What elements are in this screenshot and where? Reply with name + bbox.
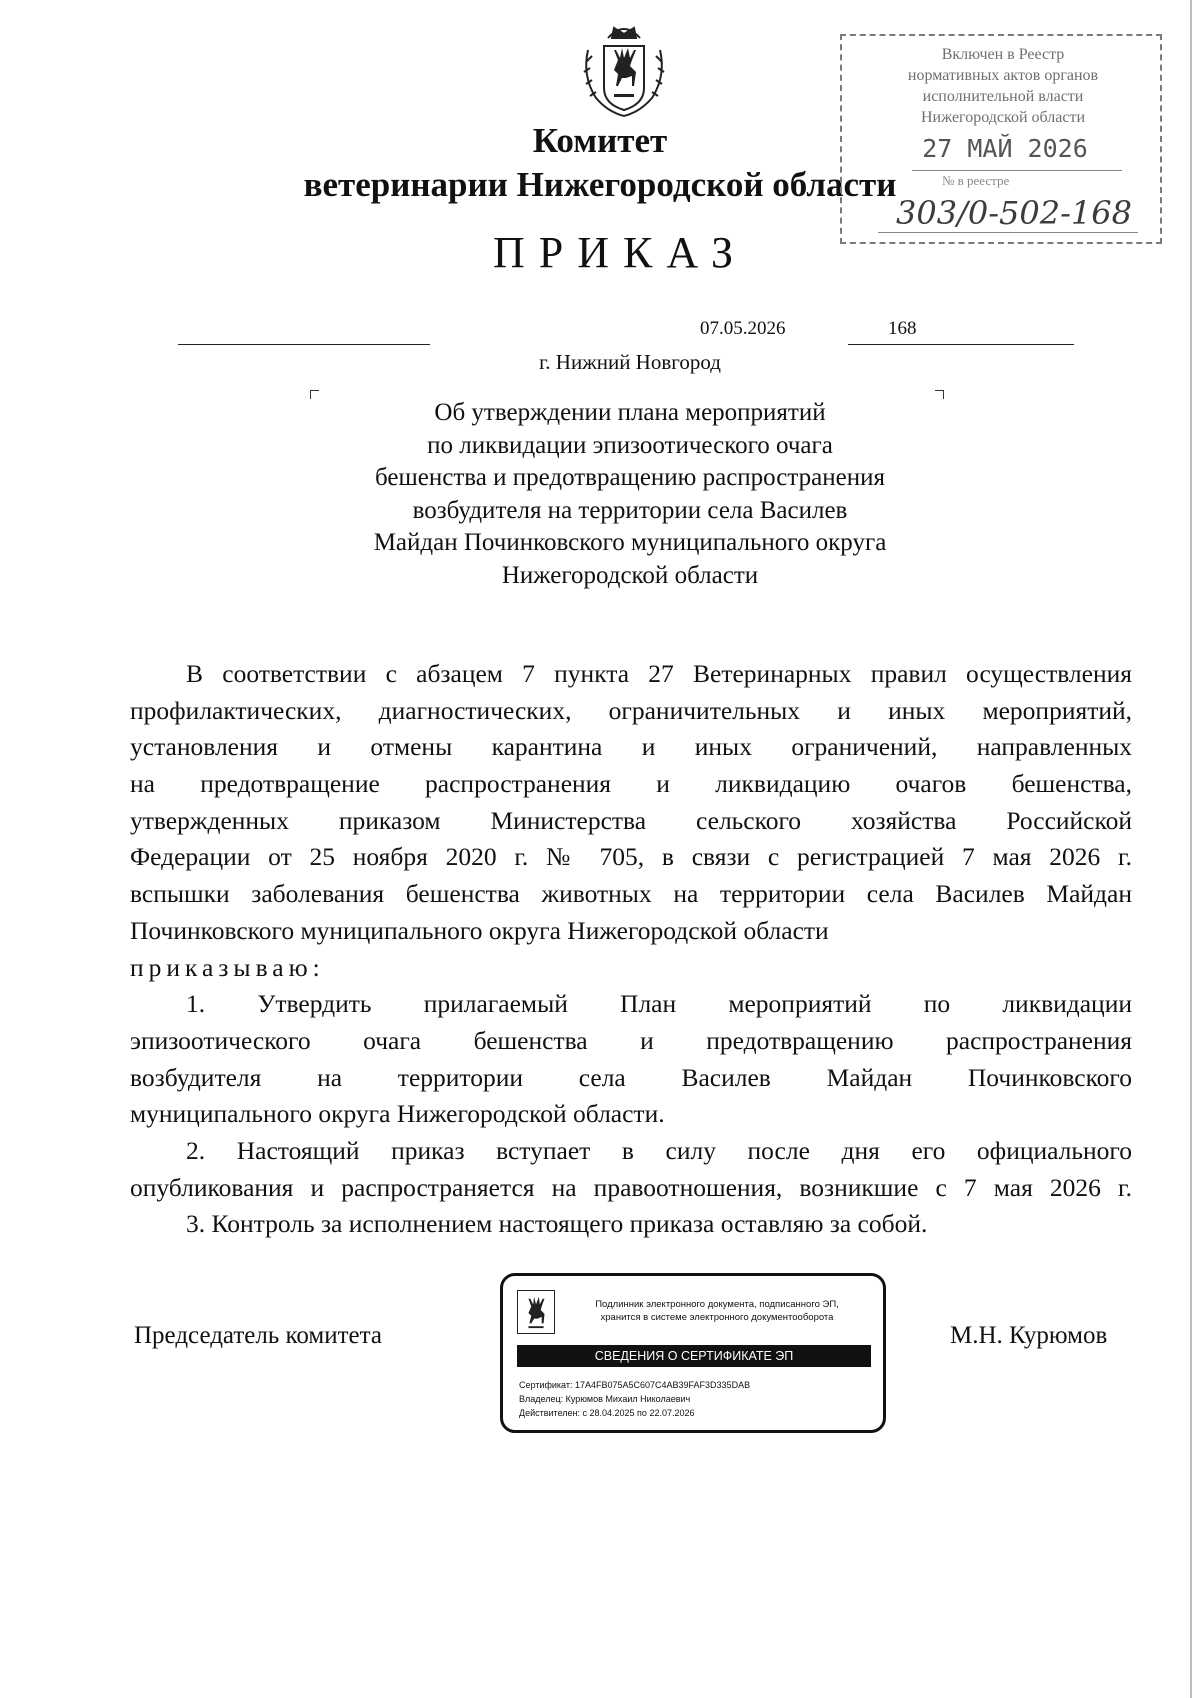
signer-position: Председатель комитета xyxy=(134,1322,382,1349)
date-underline xyxy=(178,344,430,345)
body-line: В соответствии с абзацем 7 пункта 27 Ветеринарных правил осуществления xyxy=(186,659,1132,688)
stamp-registry-number: 303/0-502-168 xyxy=(896,194,1132,232)
document-city: г. Нижний Новгород xyxy=(539,350,721,374)
body-line: возбудителя на территории села Василев Майдан Починковского xyxy=(130,1062,1132,1092)
page-edge xyxy=(1190,0,1192,1698)
body-line: Федерации от 25 ноября 2020 г. № 705, в связи с регистрацией 7 мая 2026 г. xyxy=(130,842,1132,872)
number-underline xyxy=(848,344,1074,345)
registry-stamp xyxy=(840,34,1162,244)
subject-line: бешенства и предотвращению распространения xyxy=(375,464,885,491)
stamp-line-3: исполнительной власти xyxy=(922,88,1084,105)
document-number: 168 xyxy=(888,318,917,339)
subject-line: Об утверждении плана мероприятий xyxy=(434,399,826,426)
document-subject xyxy=(300,397,960,592)
body-line: муниципального округа Нижегородской области. xyxy=(130,1099,665,1129)
body-line: 3. Контроль за исполнением настоящего приказа оставляю за собой. xyxy=(186,1209,928,1239)
body-line: профилактических, диагностических, ограничительных и иных мероприятий, xyxy=(130,695,1132,725)
document-date: 07.05.2026 xyxy=(700,318,786,339)
organization-name-line1: Комитет xyxy=(532,121,668,160)
body-line: утвержденных приказом Министерства сельского хозяйства Российской xyxy=(130,805,1132,835)
subject-line: по ликвидации эпизоотического очага xyxy=(427,431,833,459)
stamp-divider-bottom xyxy=(878,232,1138,233)
deer-emblem-icon xyxy=(517,1290,555,1334)
subject-line: возбудителя на территории села Василев xyxy=(412,496,848,524)
certificate-validity: Действителен: с 28.04.2025 по 22.07.2026 xyxy=(519,1408,695,1418)
body-line: 1. Утвердить прилагаемый План мероприятий по ликвидации xyxy=(186,989,1132,1019)
stamp-date: 27 МАЙ 2026 xyxy=(922,134,1088,163)
body-line: Починковского муниципального округа Нижегородской области xyxy=(130,915,829,945)
subject-line: Нижегородской области xyxy=(501,561,759,589)
certificate-serial: Сертификат: 17A4FB075A5C607C4AB39FAF3D335DAB xyxy=(519,1380,751,1390)
certificate-header xyxy=(567,1298,867,1324)
coat-of-arms-icon xyxy=(578,16,670,120)
certificate-title: СВЕДЕНИЯ О СЕРТИФИКАТЕ ЭП xyxy=(517,1345,871,1367)
signer-name: М.Н. Курюмов xyxy=(950,1322,1108,1349)
certificate-header-line2: хранится в системе электронного документооборота xyxy=(600,1312,834,1323)
body-line: эпизоотического очага бешенства и предотвращению распространения xyxy=(130,1025,1132,1055)
body-line: вспышки заболевания бешенства животных на территории села Василев Майдан xyxy=(130,879,1132,909)
order-verb: приказываю: xyxy=(130,952,325,982)
stamp-registry-label: № в реестре xyxy=(942,173,1010,188)
electronic-signature-certificate xyxy=(500,1273,886,1433)
stamp-line-2: нормативных актов органов xyxy=(907,67,1099,84)
stamp-line-4: Нижегородской области xyxy=(920,109,1085,126)
subject-line: Майдан Починковского муниципального округа xyxy=(373,529,887,556)
stamp-divider xyxy=(912,170,1122,171)
body-line: опубликования и распространяется на правоотношения, возникшие с 7 мая 2026 г. xyxy=(130,1172,1132,1202)
certificate-owner: Владелец: Курюмов Михаил Николаевич xyxy=(519,1394,691,1404)
document-body xyxy=(130,656,1132,1243)
body-line: установления и отмены карантина и иных ограничений, направленных xyxy=(130,732,1132,762)
body-line: 2. Настоящий приказ вступает в силу после дня его официального xyxy=(186,1135,1132,1165)
document-type-title: ПРИКАЗ xyxy=(492,228,748,277)
certificate-header-line1: Подлинник электронного документа, подписанного ЭП, xyxy=(595,1299,839,1310)
organization-name-line2: ветеринарии Нижегородской области xyxy=(303,165,897,204)
body-line: на предотвращение распространения и ликвидацию очагов бешенства, xyxy=(130,769,1132,799)
stamp-line-1: Включен в Реестр xyxy=(941,46,1065,63)
